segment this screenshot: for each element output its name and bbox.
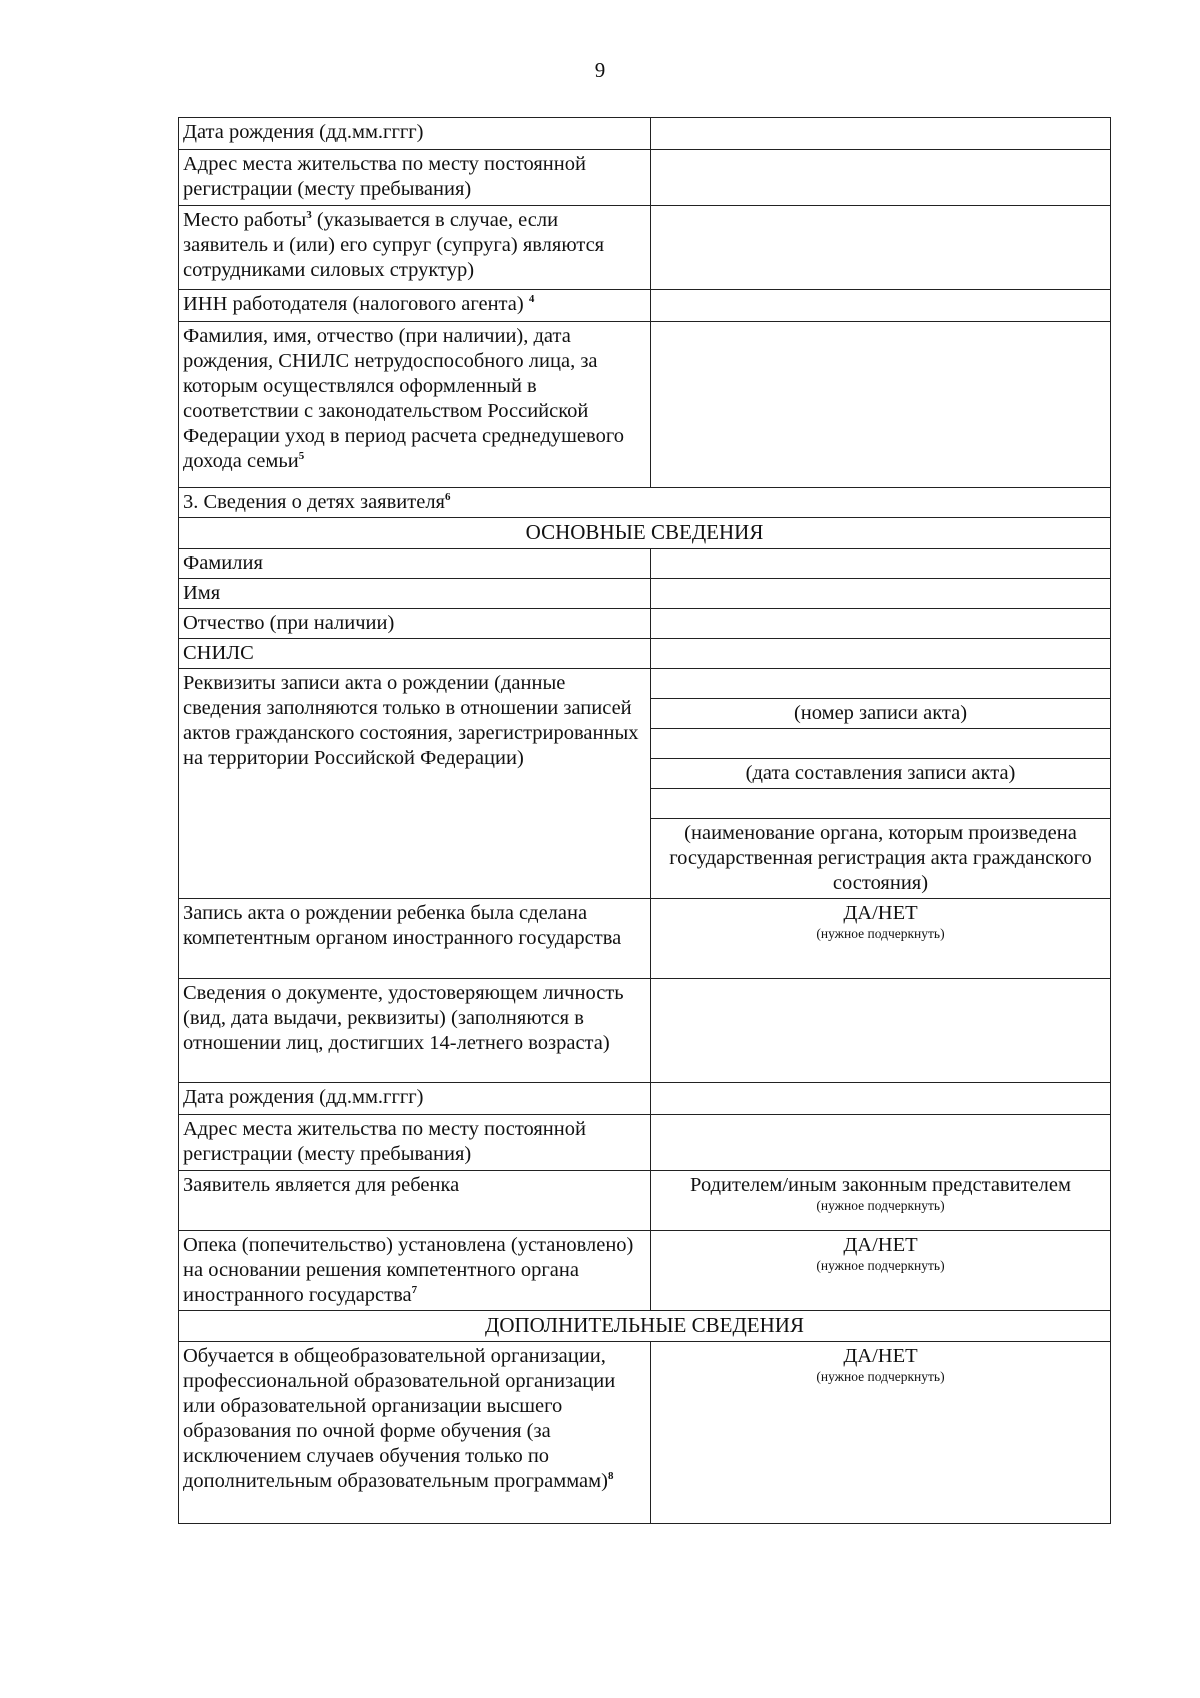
record-date-caption: (дата составления записи акта) bbox=[651, 759, 1110, 789]
child-address-field[interactable] bbox=[651, 1115, 1111, 1171]
patronymic-field[interactable] bbox=[651, 609, 1111, 639]
field-label: Имя bbox=[179, 579, 651, 609]
table-row bbox=[179, 206, 1111, 290]
choice-hint: (нужное подчеркнуть) bbox=[816, 926, 945, 941]
snils-field[interactable] bbox=[651, 639, 1111, 669]
page-number: 9 bbox=[594, 58, 606, 82]
field-label: Заявитель является для ребенка bbox=[179, 1171, 651, 1231]
field-label: Адрес места жительства по месту постоянной регистрации (месту пребывания) bbox=[179, 150, 651, 206]
employer-inn-field[interactable] bbox=[651, 290, 1111, 322]
record-number-caption: (номер записи акта) bbox=[651, 699, 1110, 729]
field-label: Место работы$^3$ (указывается в случае, если заявитель и (или) его супруг (супруга) являются сотрудниками силовых структур) bbox=[179, 206, 651, 290]
footnote-mark: 6 bbox=[444, 491, 451, 504]
field-label: ИНН работодателя (налогового агента) $^4$ bbox=[179, 290, 651, 322]
record-number-input[interactable] bbox=[651, 669, 1110, 699]
table-row bbox=[179, 669, 1111, 899]
birth-record-fields bbox=[651, 669, 1111, 899]
yes-no-option: ДА/НЕТ bbox=[843, 1345, 918, 1367]
field-label: Опека (попечительство) установлена (установлено) на основании решения компетентного органа иностранного государства$^7$ bbox=[179, 1231, 651, 1311]
choice-hint: (нужное подчеркнуть) bbox=[816, 1369, 945, 1384]
applicant-role-choice[interactable] bbox=[651, 1171, 1111, 1231]
field-label: Фамилия, имя, отчество (при наличии), дата рождения, СНИЛС нетрудоспособного лица, за которым осуществлялся оформленный в соответствии с законодательством Российской Федерации уход в период расчета среднедушевого дохода семьи$^5$ bbox=[179, 322, 651, 488]
field-label: СНИЛС bbox=[179, 639, 651, 669]
first-name-field[interactable] bbox=[651, 579, 1111, 609]
table-row bbox=[179, 1115, 1111, 1171]
field-label: Реквизиты записи акта о рождении (данные сведения заполняются только в отношении записей актов гражданского состояния, зарегистрированных на территории Российской Федерации) bbox=[179, 669, 651, 899]
footnote-mark: 8 bbox=[607, 1470, 614, 1483]
table-row bbox=[179, 1311, 1111, 1342]
yes-no-option: ДА/НЕТ bbox=[843, 902, 918, 924]
application-form-table bbox=[178, 117, 1111, 1524]
table-row bbox=[179, 609, 1111, 639]
yes-no-option: ДА/НЕТ bbox=[843, 1234, 918, 1256]
registration-authority-caption: (наименование органа, которым произведена государственная регистрация акта гражданского состояния) bbox=[669, 822, 1092, 894]
education-choice[interactable] bbox=[651, 1342, 1111, 1524]
foreign-record-choice[interactable] bbox=[651, 899, 1111, 979]
table-row bbox=[179, 518, 1111, 549]
registration-authority-input[interactable] bbox=[651, 789, 1110, 819]
table-row bbox=[179, 639, 1111, 669]
birth-date-field[interactable] bbox=[651, 118, 1111, 150]
address-field[interactable] bbox=[651, 150, 1111, 206]
guardianship-choice[interactable] bbox=[651, 1231, 1111, 1311]
workplace-field[interactable] bbox=[651, 206, 1111, 290]
footnote-mark: 7 bbox=[411, 1284, 418, 1297]
field-label: Дата рождения (дд.мм.гггг) bbox=[179, 1083, 651, 1115]
dependent-person-field[interactable] bbox=[651, 322, 1111, 488]
table-row bbox=[179, 290, 1111, 322]
table-row bbox=[179, 549, 1111, 579]
table-row bbox=[179, 899, 1111, 979]
choice-hint: (нужное подчеркнуть) bbox=[816, 1198, 945, 1213]
footnote-mark: 3 bbox=[306, 209, 312, 222]
table-row bbox=[179, 322, 1111, 488]
field-label: Запись акта о рождении ребенка была сделана компетентным органом иностранного государства bbox=[179, 899, 651, 979]
table-row bbox=[179, 1231, 1111, 1311]
choice-hint: (нужное подчеркнуть) bbox=[816, 1258, 945, 1273]
field-label: Отчество (при наличии) bbox=[179, 609, 651, 639]
identity-document-field[interactable] bbox=[651, 979, 1111, 1083]
table-row bbox=[179, 979, 1111, 1083]
table-row bbox=[179, 488, 1111, 518]
field-label: Дата рождения (дд.мм.гггг) bbox=[179, 118, 651, 150]
field-label: Сведения о документе, удостоверяющем личность (вид, дата выдачи, реквизиты) (заполняются в отношении лиц, достигших 14-летнего возраста) bbox=[179, 979, 651, 1083]
record-date-input[interactable] bbox=[651, 729, 1110, 759]
table-row bbox=[179, 579, 1111, 609]
basic-info-title: ОСНОВНЫЕ СВЕДЕНИЯ bbox=[179, 518, 1111, 549]
table-row bbox=[179, 1083, 1111, 1115]
child-birth-date-field[interactable] bbox=[651, 1083, 1111, 1115]
table-row bbox=[179, 150, 1111, 206]
field-label: Фамилия bbox=[179, 549, 651, 579]
field-label: Обучается в общеобразовательной организации, профессиональной образовательной организации или образовательной организации высшего образования по очной форме обучения (за исключением случаев обучения только по дополнительным образовательным программам)$^8$ bbox=[179, 1342, 651, 1524]
role-option: Родителем/иным законным представителем bbox=[690, 1174, 1071, 1196]
table-row bbox=[179, 1342, 1111, 1524]
table-row bbox=[179, 118, 1111, 150]
section-heading: 3. Сведения о детях заявителя$^6$ bbox=[179, 488, 1111, 518]
footnote-mark: 5 bbox=[298, 450, 305, 463]
table-row bbox=[179, 1171, 1111, 1231]
surname-field[interactable] bbox=[651, 549, 1111, 579]
footnote-mark: 4 bbox=[528, 293, 535, 306]
additional-info-title: ДОПОЛНИТЕЛЬНЫЕ СВЕДЕНИЯ bbox=[179, 1311, 1111, 1342]
field-label: Адрес места жительства по месту постоянной регистрации (месту пребывания) bbox=[179, 1115, 651, 1171]
